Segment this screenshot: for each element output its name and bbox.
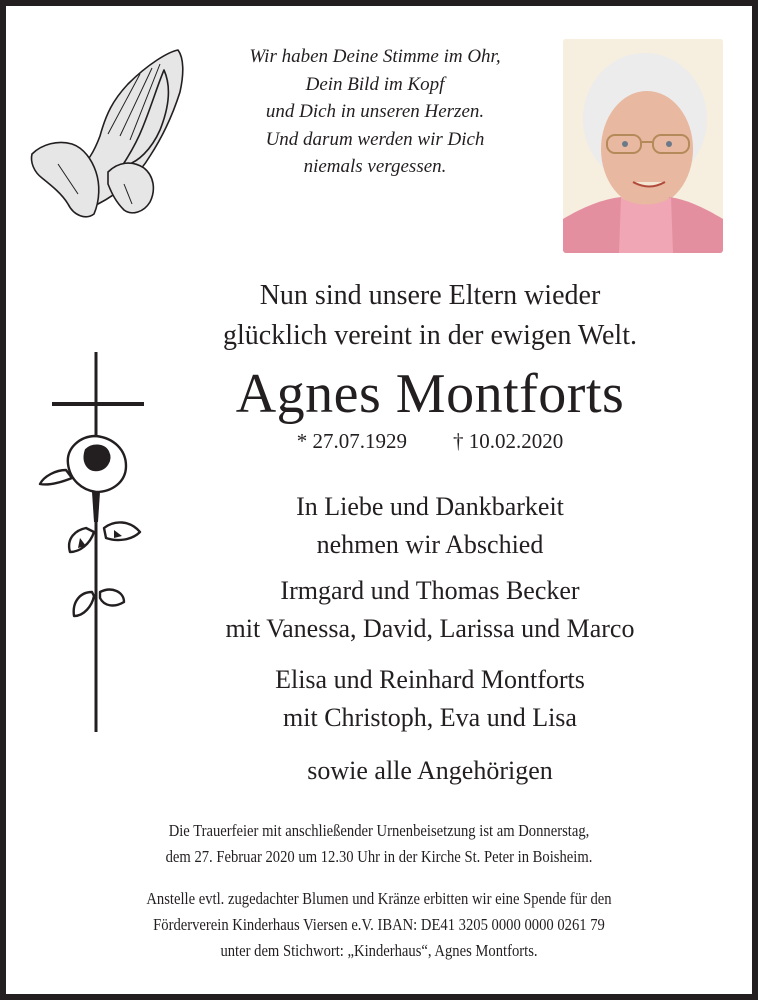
family-parents: Irmgard und Thomas Becker [280, 576, 580, 605]
poem-line: und Dich in unseren Herzen. [265, 101, 485, 122]
life-dates [150, 428, 710, 454]
deceased-name: Agnes Montforts [235, 363, 625, 425]
other-relatives: sowie alle Angehörigen [307, 756, 553, 785]
birth-date: * 27.07.1929 [296, 429, 407, 453]
family-children: mit Vanessa, David, Larissa und Marco [225, 614, 635, 643]
family-group [150, 661, 710, 737]
praying-hands-icon [28, 44, 188, 222]
intro-line: Nun sind unsere Eltern wieder [259, 280, 601, 311]
cross-rose-icon [36, 352, 156, 732]
donation-info [40, 886, 718, 964]
intro-line: glücklich vereint in der ewigen Welt. [223, 320, 637, 351]
funeral-info [40, 818, 718, 870]
family-parents: Elisa und Reinhard Montforts [275, 665, 585, 694]
death-date: † 10.02.2020 [453, 429, 564, 453]
funeral-info-line: dem 27. Februar 2020 um 12.30 Uhr in der Kirche St. Peter in Boisheim. [165, 847, 593, 866]
poem-line: Dein Bild im Kopf [305, 73, 445, 95]
poem-line: Und darum werden wir Dich [265, 128, 485, 150]
message-line: In Liebe und Dankbarkeit [296, 492, 564, 521]
family-children: mit Christoph, Eva und Lisa [283, 703, 577, 732]
poem-line: Wir haben Deine Stimme im Ohr, [249, 46, 501, 67]
poem [205, 43, 545, 181]
donation-info-line: Anstelle evtl. zugedachter Blumen und Kränze erbitten wir eine Spende für den [146, 889, 612, 908]
donation-info-line: Förderverein Kinderhaus Viersen e.V. IBAN: DE41 3205 0000 0000 0261 79 [153, 915, 605, 934]
message-line: nehmen wir Abschied [316, 530, 544, 559]
farewell-message [150, 488, 710, 564]
donation-info-line: unter dem Stichwort: „Kinderhaus“, Agnes Montforts. [220, 941, 538, 960]
portrait-photo [563, 39, 723, 253]
poem-line: niemals vergessen. [303, 156, 447, 177]
intro-text [150, 276, 710, 356]
funeral-info-line: Die Trauerfeier mit anschließender Urnenbeisetzung ist am Donnerstag, [168, 821, 590, 840]
family-group [150, 572, 710, 648]
